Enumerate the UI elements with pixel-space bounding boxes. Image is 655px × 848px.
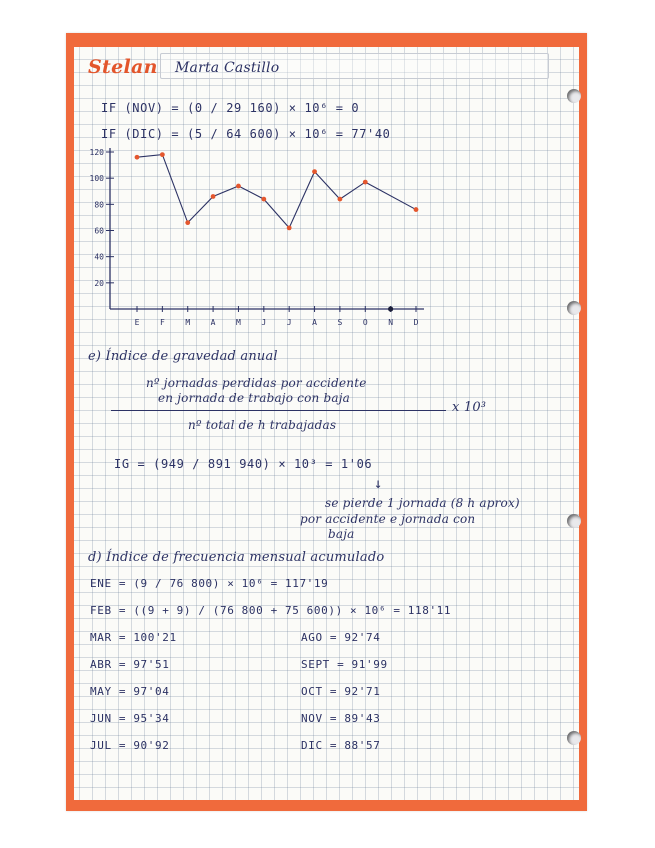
note-line2: por accidente e jornada con: [300, 512, 476, 526]
data-point: [414, 207, 419, 212]
formula-numerator-line1: nº jornadas perdidas por accidente: [146, 376, 367, 390]
y-tick-label: 80: [94, 200, 104, 210]
value-dic: DIC = 88'57: [301, 739, 381, 752]
data-point: [236, 184, 241, 189]
formula-ene: ENE = (9 / 76 800) × 10⁶ = 117'19: [90, 577, 329, 590]
value-abr: ABR = 97'51: [90, 658, 170, 671]
x-tick-label: A: [312, 318, 317, 327]
data-point: [388, 306, 393, 311]
x-tick-label: S: [337, 318, 343, 327]
value-may: MAY = 97'04: [90, 685, 170, 698]
formula-dic: IF (DIC) = (5 / 64 600) × 10⁶ = 77'40: [101, 127, 391, 141]
fraction-bar: [111, 410, 446, 411]
x-tick-label: D: [413, 318, 419, 327]
formula-nov: IF (NOV) = (0 / 29 160) × 10⁶ = 0: [101, 101, 360, 115]
x-tick-label: F: [159, 318, 165, 327]
y-tick-label: 120: [89, 148, 104, 157]
chart-axes: [110, 148, 424, 309]
x-tick-label: N: [388, 318, 394, 327]
data-point: [287, 225, 292, 230]
chart-series: [135, 152, 419, 311]
student-name: Marta Castillo: [175, 60, 280, 76]
value-oct: OCT = 92'71: [301, 685, 381, 698]
x-tick-label: A: [210, 318, 216, 327]
value-sept: SEPT = 91'99: [301, 658, 388, 671]
data-point: [338, 197, 343, 202]
data-point: [261, 197, 266, 202]
x-tick-label: J: [261, 318, 267, 327]
y-tick-label: 20: [94, 278, 104, 288]
down-arrow-icon: ↓: [374, 476, 384, 492]
x-tick-label: E: [134, 318, 140, 327]
data-point: [312, 169, 317, 174]
x-tick-label: M: [236, 318, 241, 327]
series-line: [137, 155, 416, 228]
section-d-heading: d) Índice de frecuencia mensual acumulado: [88, 550, 385, 565]
data-point: [135, 155, 140, 160]
value-nov: NOV = 89'43: [301, 712, 381, 725]
formula-multiplier: x 10³: [452, 400, 487, 415]
data-point: [160, 152, 165, 157]
formula-denominator: nº total de h trabajadas: [188, 418, 337, 432]
x-tick-label: J: [286, 318, 292, 327]
brand-logo: Stelan: [88, 56, 158, 78]
value-jul: JUL = 90'92: [90, 739, 170, 752]
data-point: [211, 194, 216, 199]
data-point: [363, 180, 368, 185]
formula-feb: FEB = ((9 + 9) / (76 800 + 75 600)) × 10⁶ = 118'11: [90, 604, 452, 617]
note-line1: se pierde 1 jornada (8 h aprox): [325, 496, 520, 510]
formula-ig-result: IG = (949 / 891 940) × 10³ = 1'06: [114, 457, 373, 471]
value-jun: JUN = 95'34: [90, 712, 170, 725]
value-mar: MAR = 100'21: [90, 631, 177, 644]
note-line3: baja: [328, 527, 355, 541]
section-e-heading: e) Índice de gravedad anual: [88, 349, 278, 364]
y-tick-label: 60: [94, 226, 104, 236]
x-tick-label: M: [185, 318, 191, 327]
value-ago: AGO = 92'74: [301, 631, 381, 644]
y-tick-label: 100: [89, 174, 104, 184]
data-point: [185, 220, 190, 225]
x-tick-label: O: [362, 318, 368, 327]
y-tick-label: 40: [94, 252, 104, 262]
formula-numerator-line2: en jornada de trabajo con baja: [158, 391, 350, 405]
